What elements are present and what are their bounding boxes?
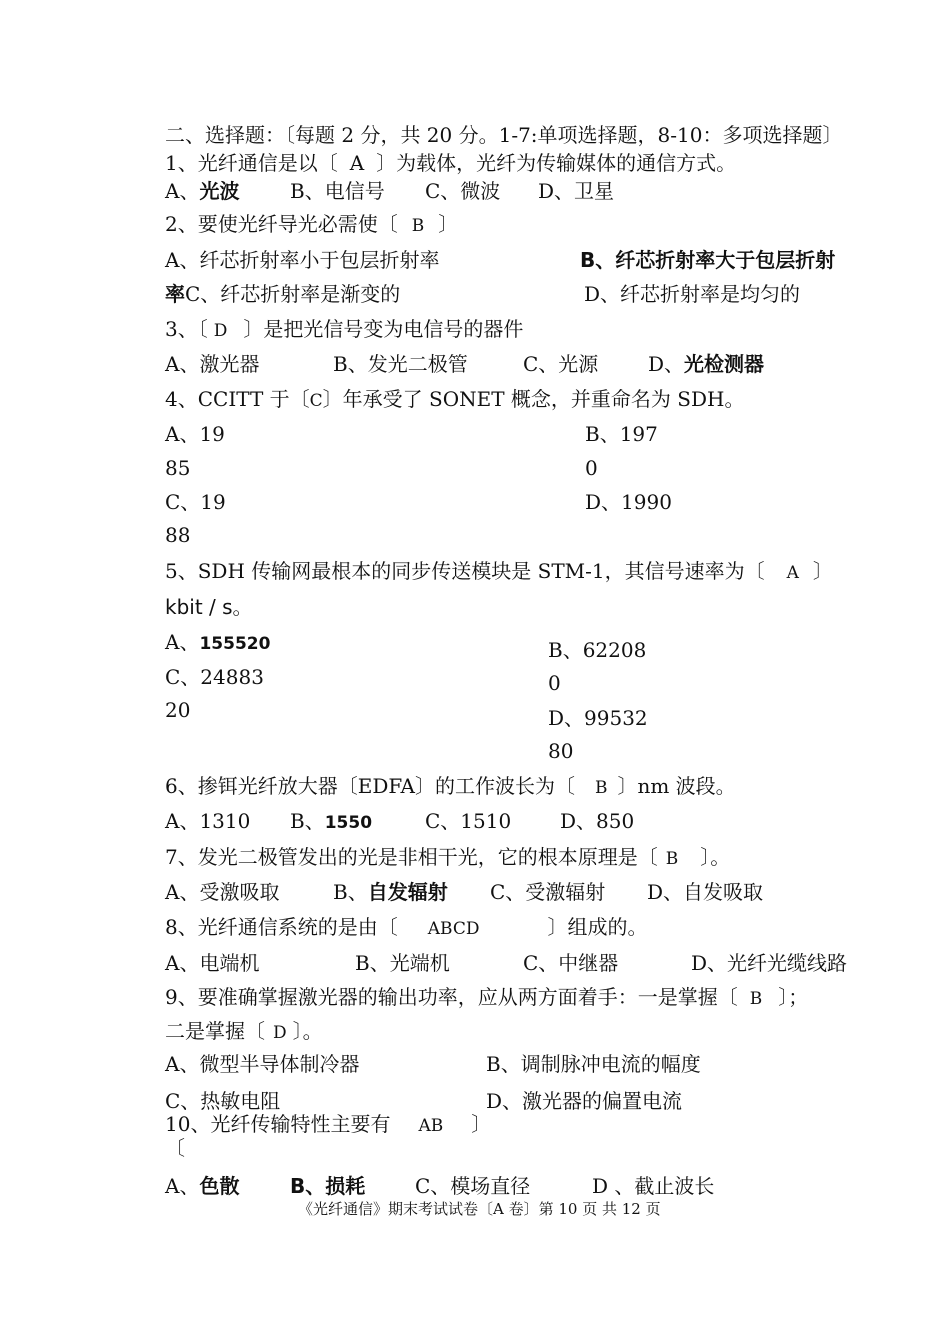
question-3-stem (165, 316, 523, 344)
question-7-stem (165, 844, 730, 872)
q1-option-a (165, 178, 239, 204)
q5-option-d-cont: 80 (548, 739, 574, 763)
q7-stem-a: 7、发光二极管发出的光是非相干光，它的根本原理是〔 (165, 845, 658, 869)
q5-stem-a: 5、SDH 传输网最根本的同步传送模块是 STM-1，其信号速率为〔 (165, 559, 765, 583)
q10-answer: AB (418, 1116, 444, 1136)
question-1-stem (165, 150, 736, 176)
q4-option-a-cont: 85 (165, 456, 191, 480)
question-9-stem-cont (165, 1018, 323, 1046)
section-header: 二、选择题：〔每题 2 分，共 20 分。1-7:单项选择题，8-10：多项选择题〕 (165, 123, 843, 147)
q4-option-b: B、197 (585, 422, 658, 446)
q5-opt-a-text: 155520 (199, 634, 271, 654)
q9-answer-2: D (273, 1023, 287, 1043)
q2-stem: 2、要使光纤导光必需使〔 (165, 212, 398, 236)
q3-opt-d-label: D、 (648, 352, 685, 376)
q6-answer: B (594, 778, 608, 798)
q5-option-c: C、24883 (165, 665, 264, 689)
q3-option-d (648, 351, 764, 377)
q4-answer: C (309, 391, 323, 411)
q7-option-b (333, 879, 448, 905)
q3-option-c: C、光源 (523, 352, 599, 376)
q8-option-c: C、中继器 (523, 951, 619, 975)
question-6-stem (165, 773, 736, 801)
question-5-stem (165, 558, 833, 586)
q7-opt-b-text: 自发辐射 (367, 880, 448, 904)
q6-opt-b-label: B、 (290, 809, 325, 833)
q10-opt-a-label: A、 (165, 1174, 200, 1198)
q4-option-b-cont: 0 (585, 456, 598, 480)
q5-option-c-cont: 20 (165, 698, 191, 722)
q3-option-b: B、发光二极管 (333, 352, 468, 376)
q5-stem-unit: kbit / s。 (165, 595, 253, 619)
q5-stem-b: 〕 (812, 559, 833, 583)
q1-answer: A (349, 151, 365, 175)
q6-option-c: C、1510 (425, 809, 512, 833)
q9-stem-b: 〕； (778, 985, 809, 1009)
question-8-stem (165, 914, 647, 942)
q8-stem-b: 〕组成的。 (547, 915, 648, 939)
q10-option-a (165, 1173, 239, 1199)
question-10-stem (165, 1111, 491, 1139)
question-2-stem (165, 211, 458, 239)
q10-stem-b: 〕 (471, 1112, 492, 1136)
page-footer: 《光纤通信》期末考试试卷〔A 卷〕第 10 页 共 12 页 (298, 1200, 661, 1218)
q1-stem-b: 〕为载体，光纤为传输媒体的通信方式。 (376, 151, 737, 175)
q9-option-d: D、激光器的偏置电流 (486, 1089, 683, 1113)
q2-stem-end: 〕 (438, 212, 459, 236)
q9-stem-a: 9、要准确掌握激光器的输出功率，应从两方面着手：一是掌握〔 (165, 985, 738, 1009)
q7-stem-b: 〕。 (700, 845, 731, 869)
q9-answer-1: B (749, 989, 763, 1009)
question-10-stem-cont: 〔 (165, 1136, 185, 1160)
q9-option-b: B、调制脉冲电流的幅度 (486, 1052, 701, 1076)
q3-answer: D (213, 321, 228, 341)
q7-option-a: A、受激吸取 (165, 880, 280, 904)
q8-option-d: D、光纤光缆线路 (691, 951, 848, 975)
q4-option-a: A、19 (165, 422, 225, 446)
q10-option-c: C、模场直径 (415, 1174, 531, 1198)
q6-stem-a: 6、掺铒光纤放大器〔EDFA〕的工作波长为〔 (165, 774, 575, 798)
q3-opt-d-text: 光检测器 (684, 352, 765, 376)
q8-option-b: B、光端机 (355, 951, 450, 975)
q5-opt-a-label: A、 (165, 630, 200, 654)
q8-option-a: A、电端机 (165, 951, 260, 975)
q9-option-c: C、热敏电阻 (165, 1089, 281, 1113)
q4-stem-a: 4、CCITT 于〔 (165, 387, 310, 411)
q4-option-c: C、19 (165, 490, 226, 514)
q8-answer: ABCD (427, 919, 480, 939)
q6-stem-b: 〕nm 波段。 (617, 774, 736, 798)
q10-opt-a-text: 色散 (199, 1174, 240, 1198)
q4-option-d: D、1990 (585, 490, 672, 514)
q2-option-c-line (165, 281, 400, 307)
q9-stem-c: 二是掌握〔 (165, 1019, 265, 1043)
q2-option-d: D、纤芯折射率是均匀的 (584, 282, 801, 306)
q1-stem-a: 1、光纤通信是以〔 (165, 151, 338, 175)
q1-option-d: D、卫星 (538, 179, 615, 203)
q1-option-b: B、电信号 (290, 179, 385, 203)
q8-stem-a: 8、光纤通信系统的是由〔 (165, 915, 398, 939)
q2-opt-b-cont: 率 (165, 282, 185, 306)
q6-option-b (290, 808, 372, 836)
q9-option-a: A、微型半导体制冷器 (165, 1052, 360, 1076)
q3-option-a: A、激光器 (165, 352, 260, 376)
q5-answer: A (786, 563, 799, 583)
q9-stem-d: 〕。 (292, 1019, 323, 1043)
q4-option-c-cont: 88 (165, 523, 191, 547)
q7-option-c: C、受激辐射 (490, 880, 606, 904)
question-9-stem (165, 984, 808, 1012)
q10-stem-a: 10、光纤传输特性主要有 (165, 1112, 391, 1136)
q6-option-d: D、850 (560, 809, 635, 833)
q2-option-a: A、纤芯折射率小于包层折射率 (165, 248, 440, 272)
q2-answer: B (411, 216, 425, 236)
question-4-stem (165, 386, 744, 414)
q4-stem-b: 〕年承受了 SONET 概念，并重命名为 SDH。 (322, 387, 745, 411)
q1-opt-a-text: 光波 (199, 179, 240, 203)
q10-option-b: B、损耗 (290, 1174, 366, 1198)
q1-opt-a-label: A、 (165, 179, 200, 203)
q3-stem-a: 3、〔 (165, 317, 208, 341)
q5-option-d: D、99532 (548, 706, 648, 730)
q7-option-d: D、自发吸取 (647, 880, 764, 904)
q3-stem-b: 〕是把光信号变为电信号的器件 (243, 317, 524, 341)
q5-option-b-cont: 0 (548, 671, 561, 695)
q6-option-a: A、1310 (165, 809, 251, 833)
q1-option-c: C、微波 (425, 179, 501, 203)
q6-opt-b-text: 1550 (324, 813, 373, 833)
q10-option-d: D 、截止波长 (592, 1174, 715, 1198)
q5-option-a (165, 629, 270, 657)
q2-opt-c: C、纤芯折射率是渐变的 (185, 282, 401, 306)
q7-answer: B (665, 849, 679, 869)
q2-option-b: B、纤芯折射率大于包层折射 (580, 248, 836, 272)
q5-option-b: B、62208 (548, 638, 647, 662)
q7-opt-b-label: B、 (333, 880, 368, 904)
